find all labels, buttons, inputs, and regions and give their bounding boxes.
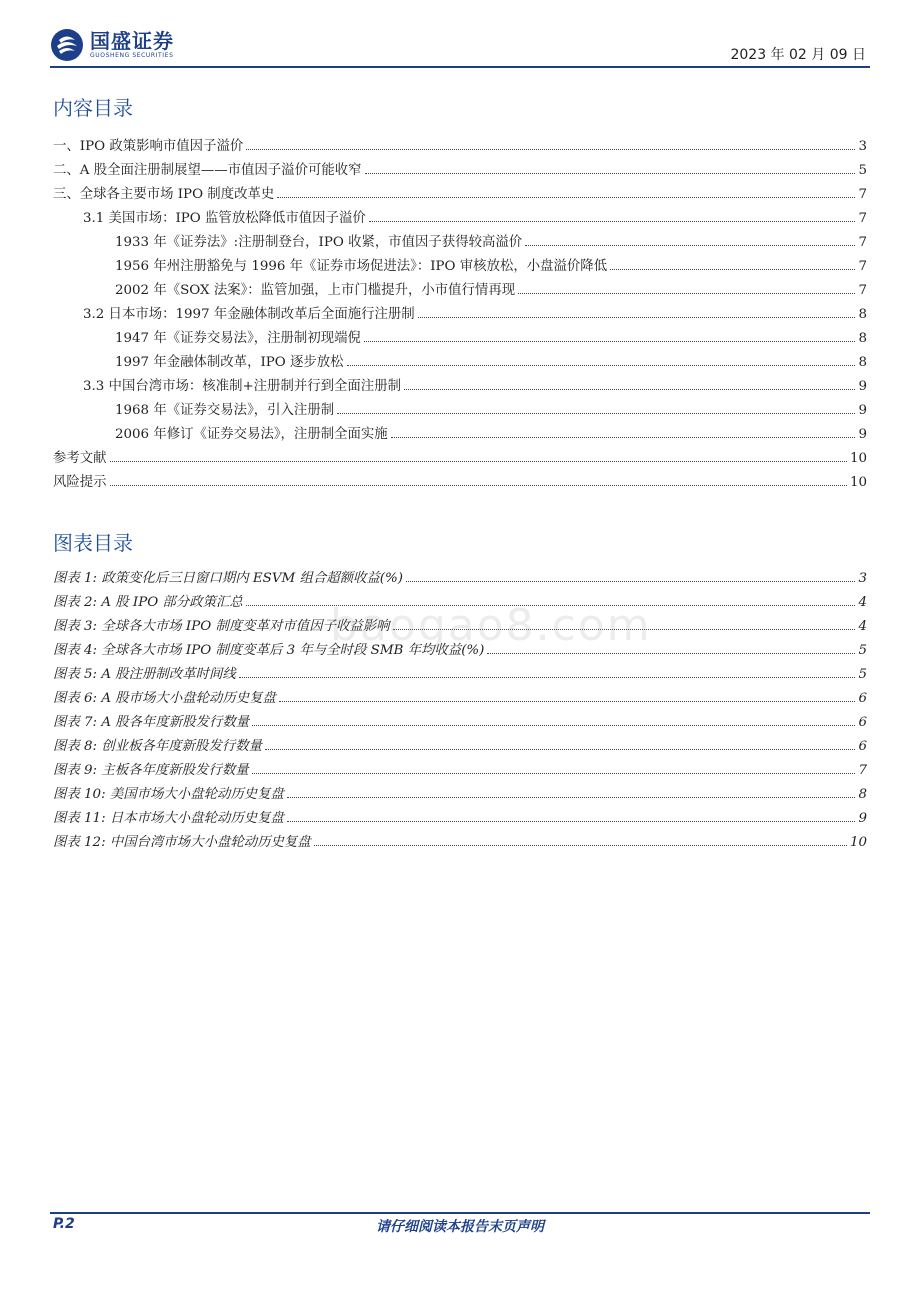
toc-leader bbox=[110, 461, 847, 462]
toc-entry[interactable] bbox=[53, 182, 867, 202]
figure-entry-label: 图表 9: 主板各年度新股发行数量 bbox=[53, 763, 249, 778]
footer-page-number: P.2 bbox=[53, 1216, 75, 1232]
toc-leader bbox=[279, 701, 856, 702]
company-name-en: GUOSHENG SECURITIES bbox=[90, 52, 174, 59]
toc-leader bbox=[404, 389, 855, 390]
toc-leader bbox=[518, 293, 855, 294]
toc-leader bbox=[239, 677, 856, 678]
figure-entry-page: 5 bbox=[858, 643, 867, 658]
figure-entry[interactable] bbox=[53, 830, 867, 850]
toc-entry-label: 3.1 美国市场：IPO 监管放松降低市值因子溢价 bbox=[83, 211, 366, 226]
toc-entry-page: 5 bbox=[858, 163, 867, 178]
figure-entry-page: 4 bbox=[858, 595, 867, 610]
figure-entry-page: 6 bbox=[858, 739, 867, 754]
toc-entry-label: 二、A 股全面注册制展望——市值因子溢价可能收窄 bbox=[53, 163, 362, 178]
toc-leader bbox=[252, 773, 856, 774]
company-name-cn: 国盛证券 bbox=[90, 29, 174, 53]
toc-entry[interactable] bbox=[53, 350, 867, 370]
toc-entry-label: 1997 年金融体制改革，IPO 逐步放松 bbox=[115, 355, 344, 370]
footer-divider bbox=[50, 1212, 870, 1214]
figure-entry[interactable] bbox=[53, 806, 867, 826]
toc-leader bbox=[365, 173, 856, 174]
company-logo bbox=[50, 28, 174, 62]
toc-entry-label: 一、IPO 政策影响市值因子溢价 bbox=[53, 139, 244, 154]
toc-entry[interactable] bbox=[53, 422, 867, 442]
toc-entry[interactable] bbox=[53, 446, 867, 466]
figure-entry-label: 图表 12: 中国台湾市场大小盘轮动历史复盘 bbox=[53, 835, 311, 850]
figure-entry-page: 10 bbox=[849, 835, 867, 850]
toc-leader bbox=[391, 437, 856, 438]
toc-leader bbox=[246, 149, 855, 150]
figure-entry-page: 9 bbox=[858, 811, 867, 826]
figure-entry-label: 图表 7: A 股各年度新股发行数量 bbox=[53, 715, 250, 730]
contents-title: 内容目录 bbox=[53, 96, 133, 120]
figure-entry-label: 图表 10: 美国市场大小盘轮动历史复盘 bbox=[53, 787, 284, 802]
figure-entry[interactable] bbox=[53, 710, 867, 730]
toc-entry-label: 3.3 中国台湾市场：核准制+注册制并行到全面注册制 bbox=[83, 379, 401, 394]
figure-entry[interactable] bbox=[53, 782, 867, 802]
figure-entry-page: 4 bbox=[858, 619, 867, 634]
toc-entry-page: 7 bbox=[858, 211, 867, 226]
report-date: 2023 年 02 月 09 日 bbox=[730, 47, 866, 63]
toc-leader bbox=[337, 413, 855, 414]
toc-leader bbox=[406, 581, 855, 582]
toc-entry[interactable] bbox=[53, 254, 867, 274]
toc-entry-page: 7 bbox=[858, 283, 867, 298]
toc-entry-page: 7 bbox=[858, 235, 867, 250]
toc-entry[interactable] bbox=[53, 470, 867, 490]
figure-entry[interactable] bbox=[53, 758, 867, 778]
toc-entry[interactable] bbox=[53, 230, 867, 250]
figure-entry[interactable] bbox=[53, 734, 867, 754]
toc-entry[interactable] bbox=[53, 398, 867, 418]
guosheng-logo-icon bbox=[50, 28, 84, 62]
toc-leader bbox=[525, 245, 855, 246]
toc-leader bbox=[487, 653, 855, 654]
figure-entry-page: 6 bbox=[858, 715, 867, 730]
figure-entry-label: 图表 4: 全球各大市场 IPO 制度变革后 3 年与全时段 SMB 年均收益(%) bbox=[53, 643, 485, 658]
figure-entry-label: 图表 2: A 股 IPO 部分政策汇总 bbox=[53, 595, 243, 610]
toc-entry-page: 8 bbox=[858, 355, 867, 370]
toc-entry-page: 8 bbox=[858, 307, 867, 322]
header-divider bbox=[50, 66, 870, 68]
figure-entry-page: 8 bbox=[858, 787, 867, 802]
toc-entry-label: 参考文献 bbox=[53, 451, 107, 466]
figure-entry-page: 7 bbox=[858, 763, 867, 778]
watermark: baogao8.com bbox=[330, 600, 652, 651]
figure-entry-page: 5 bbox=[858, 667, 867, 682]
toc-entry-page: 9 bbox=[858, 403, 867, 418]
figure-entry-label: 图表 1: 政策变化后三日窗口期内 ESVM 组合超额收益(%) bbox=[53, 571, 403, 586]
figure-entry-label: 图表 5: A 股注册制改革时间线 bbox=[53, 667, 236, 682]
toc-entry-page: 7 bbox=[858, 259, 867, 274]
toc-entry-label: 2002 年《SOX 法案》：监管加强，上市门槛提升，小市值行情再现 bbox=[115, 283, 516, 298]
page-header bbox=[50, 28, 870, 68]
toc-leader bbox=[610, 269, 855, 270]
figure-entry[interactable] bbox=[53, 686, 867, 706]
figure-entry-label: 图表 6: A 股市场大小盘轮动历史复盘 bbox=[53, 691, 276, 706]
figure-entry-label: 图表 8: 创业板各年度新股发行数量 bbox=[53, 739, 263, 754]
toc-entry-label: 三、全球各主要市场 IPO 制度改革史 bbox=[53, 187, 275, 202]
toc-entry[interactable] bbox=[53, 374, 867, 394]
toc-leader bbox=[364, 341, 856, 342]
toc-leader bbox=[110, 485, 847, 486]
figure-entry[interactable] bbox=[53, 566, 867, 586]
toc-leader bbox=[277, 197, 855, 198]
toc-entry-page: 9 bbox=[858, 427, 867, 442]
figure-entry-label: 图表 3: 全球各大市场 IPO 制度变革对市值因子收益影响 bbox=[53, 619, 390, 634]
toc-entry-label: 1947 年《证券交易法》，注册制初现端倪 bbox=[115, 331, 361, 346]
toc-leader bbox=[265, 749, 855, 750]
toc-entry[interactable] bbox=[53, 326, 867, 346]
toc-entry[interactable] bbox=[53, 302, 867, 322]
figure-entry-page: 3 bbox=[858, 571, 867, 586]
figures-title: 图表目录 bbox=[53, 531, 133, 555]
footer-disclaimer: 请仔细阅读本报告末页声明 bbox=[376, 1219, 544, 1235]
toc-entry-page: 10 bbox=[849, 475, 867, 490]
toc-entry-page: 7 bbox=[858, 187, 867, 202]
toc-leader bbox=[347, 365, 856, 366]
toc-entry-label: 2006 年修订《证券交易法》，注册制全面实施 bbox=[115, 427, 388, 442]
figure-entry-page: 6 bbox=[858, 691, 867, 706]
toc-entry-label: 风险提示 bbox=[53, 475, 107, 490]
toc-entry[interactable] bbox=[53, 206, 867, 226]
toc-leader bbox=[314, 845, 847, 846]
toc-leader bbox=[252, 725, 855, 726]
toc-entry[interactable] bbox=[53, 134, 867, 154]
toc-entry-page: 3 bbox=[858, 139, 867, 154]
toc-leader bbox=[287, 821, 856, 822]
toc-entry[interactable] bbox=[53, 278, 867, 298]
figure-entry-label: 图表 11: 日本市场大小盘轮动历史复盘 bbox=[53, 811, 284, 826]
toc-leader bbox=[418, 317, 856, 318]
toc-entry-page: 8 bbox=[858, 331, 867, 346]
toc-entry-page: 10 bbox=[849, 451, 867, 466]
toc-entry[interactable] bbox=[53, 158, 867, 178]
toc-entry-label: 1968 年《证券交易法》，引入注册制 bbox=[115, 403, 335, 418]
toc-entry-page: 9 bbox=[858, 379, 867, 394]
toc-entry-label: 1933 年《证券法》:注册制登台，IPO 收紧，市值因子获得较高溢价 bbox=[115, 235, 523, 250]
toc-entry-label: 1956 年州注册豁免与 1996 年《证券市场促进法》：IPO 审核放松，小盘溢价降低 bbox=[115, 259, 608, 274]
figure-entry[interactable] bbox=[53, 662, 867, 682]
toc-entry-label: 3.2 日本市场：1997 年金融体制改革后全面施行注册制 bbox=[83, 307, 415, 322]
toc-leader bbox=[369, 221, 856, 222]
toc-leader bbox=[287, 797, 856, 798]
